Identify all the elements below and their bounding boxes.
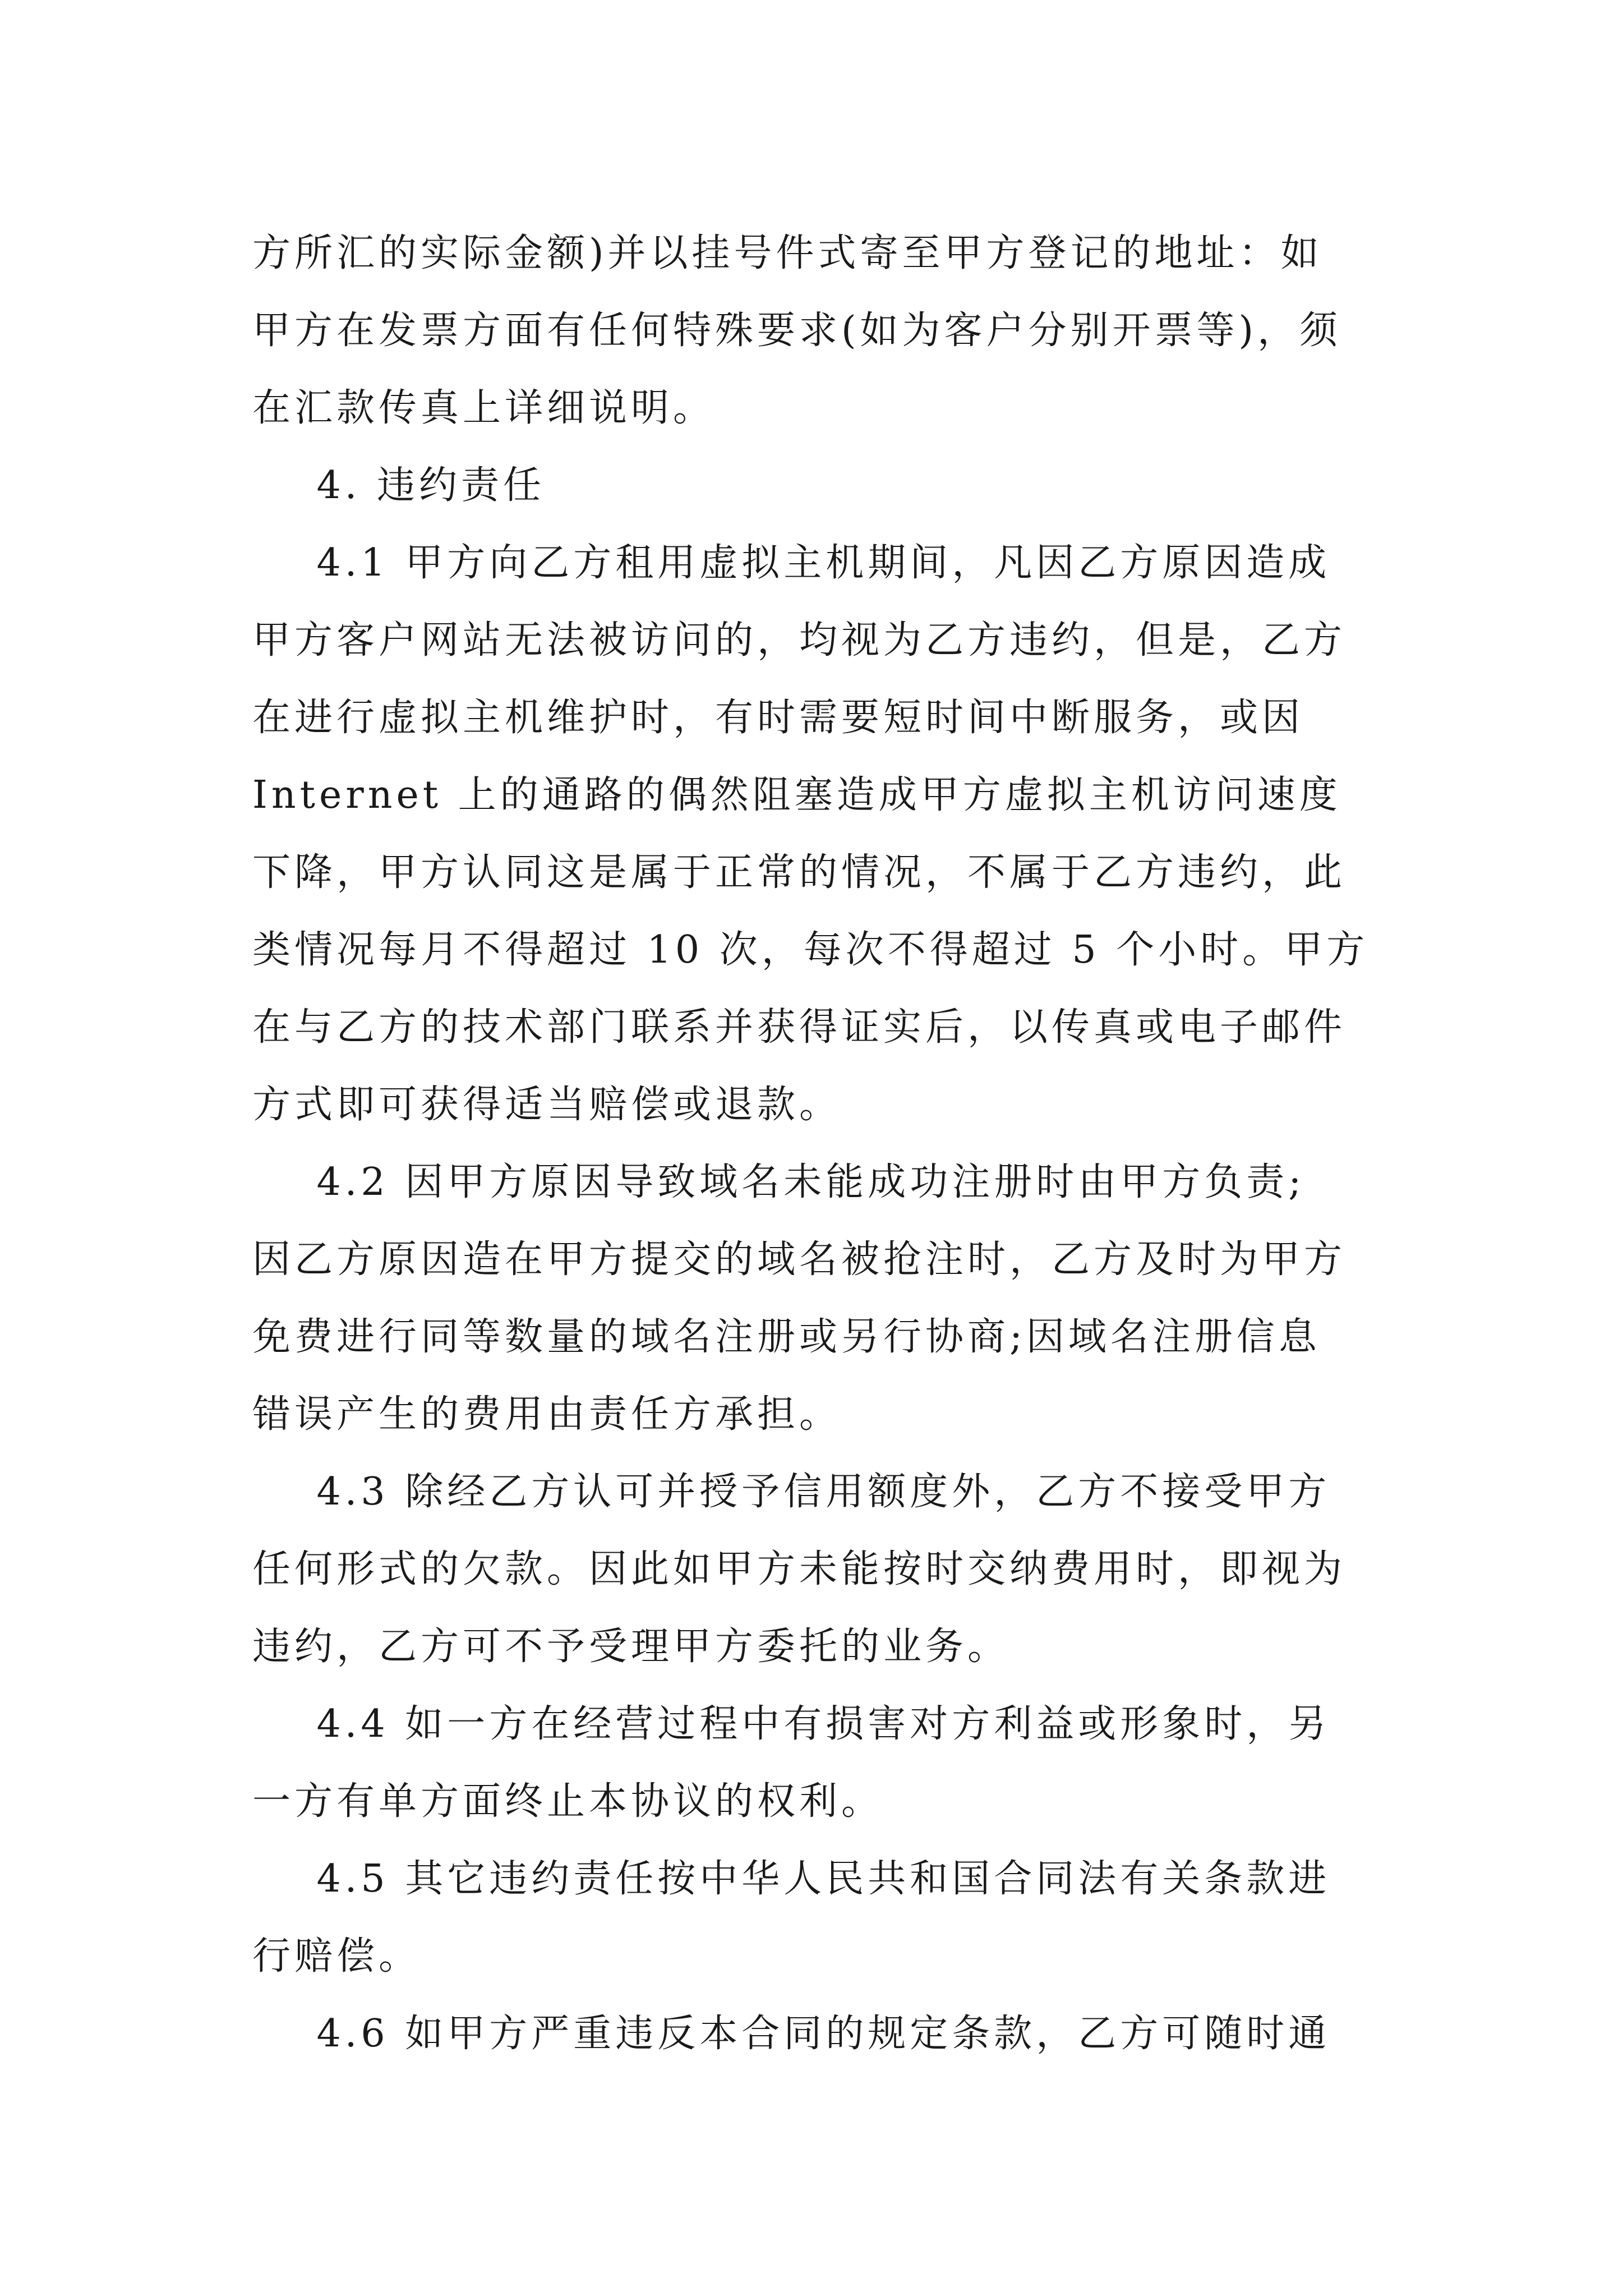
text-line: 在与乙方的技术部门联系并获得证实后，以传真或电子邮件 — [252, 1005, 1347, 1050]
clause-4-4 — [252, 1686, 1371, 1841]
text-line: Internet 上的通路的偶然阻塞造成甲方虚拟主机访问速度 — [252, 773, 1341, 817]
text-line: 4.2 因甲方原因导致域名未能成功注册时由甲方负责; — [252, 1160, 1306, 1204]
text-line: 行赔偿。 — [252, 1934, 421, 1978]
text-line: 在进行虚拟主机维护时，有时需要短时间中断服务，或因 — [252, 696, 1304, 740]
clause-4-6 — [252, 1995, 1371, 2073]
clause-4-5 — [252, 1841, 1371, 1995]
text-line: 错误产生的费用由责任方承担。 — [252, 1392, 842, 1437]
text-line: 方式即可获得适当赔偿或退款。 — [252, 1083, 842, 1127]
text-line: 因乙方原因造在甲方提交的域名被抢注时，乙方及时为甲方 — [252, 1237, 1347, 1282]
text-line: 一方有单方面终止本协议的权利。 — [252, 1779, 884, 1824]
text-line: 下降，甲方认同这是属于正常的情况，不属于乙方违约，此 — [252, 850, 1347, 895]
document-body — [252, 215, 1371, 2073]
text-line: 甲方客户网站无法被访问的，均视为乙方违约，但是，乙方 — [252, 618, 1347, 662]
text-line: 任何形式的欠款。因此如甲方未能按时交纳费用时，即视为 — [252, 1547, 1347, 1591]
text-line: 4.4 如一方在经营过程中有损害对方利益或形象时，另 — [252, 1702, 1331, 1746]
text-line: 违约，乙方可不予受理甲方委托的业务。 — [252, 1625, 1010, 1669]
section-heading-4 — [252, 447, 1371, 524]
text-line: 在汇款传真上详细说明。 — [252, 386, 716, 430]
clause-4-2 — [252, 1144, 1371, 1453]
paragraph-continuation — [252, 215, 1371, 447]
text-line: 甲方在发票方面有任何特殊要求(如为客户分别开票等)，须 — [252, 309, 1342, 353]
text-line: 免费进行同等数量的域名注册或另行协商;因域名注册信息 — [252, 1315, 1321, 1359]
text-line: 4.5 其它违约责任按中华人民共和国合同法有关条款进 — [252, 1857, 1331, 1901]
text-line: 类情况每月不得超过 10 次，每次不得超过 5 个小时。甲方 — [252, 928, 1369, 972]
text-line: 4.6 如甲方严重违反本合同的规定条款，乙方可随时通 — [252, 2012, 1331, 2056]
clause-4-3 — [252, 1453, 1371, 1686]
text-line: 4.3 除经乙方认可并授予信用额度外，乙方不接受甲方 — [252, 1470, 1331, 1514]
text-line: 方所汇的实际金额)并以挂号件式寄至甲方登记的地址：如 — [252, 231, 1323, 275]
section-title: 4. 违约责任 — [252, 463, 545, 508]
text-line: 4.1 甲方向乙方租用虚拟主机期间，凡因乙方原因造成 — [252, 541, 1331, 585]
clause-4-1 — [252, 524, 1371, 1144]
